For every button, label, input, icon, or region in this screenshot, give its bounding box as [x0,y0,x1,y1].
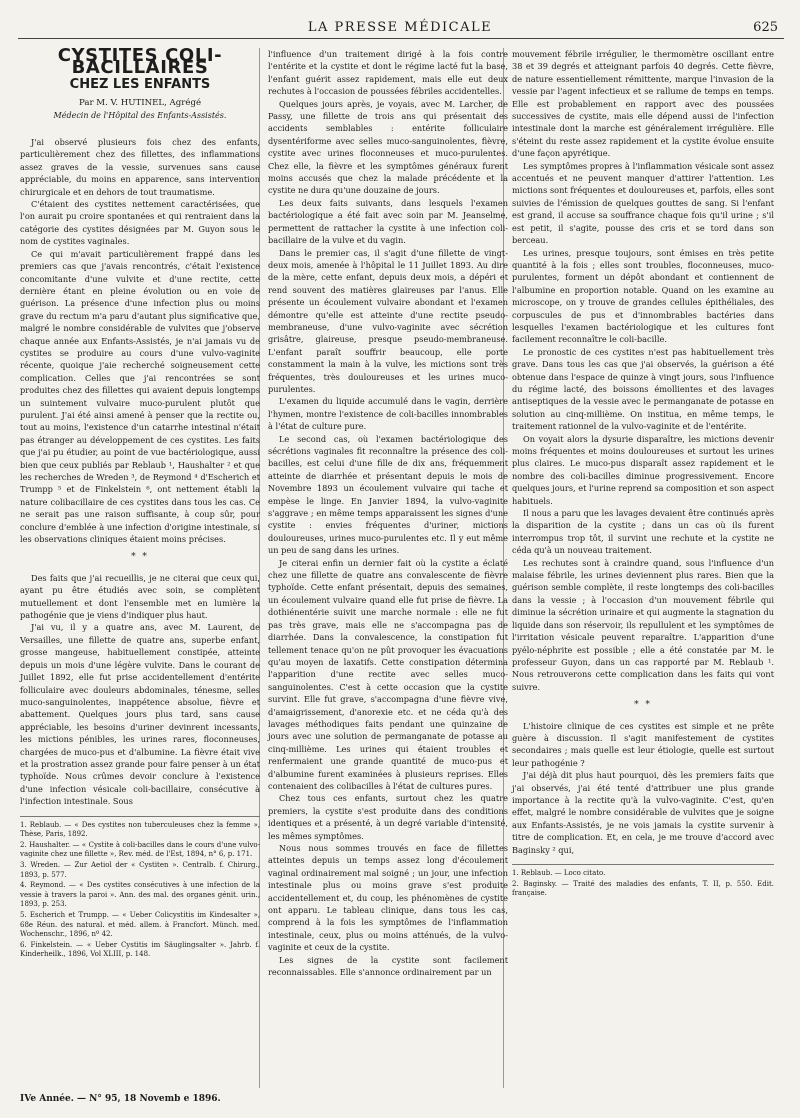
paragraph: Il nous a paru que les lavages devaient être continués après la disparition de la cystite ; dans un cas où ils furent interrompus trop tôt, il survint une rechute et la cystite ne céda qu'à un nouveau traitement. [512,508,774,556]
paragraph: Les symptômes propres à l'inflammation vésicale sont assez accentués et ne peuvent manquer d'attirer l'attention. Les mictions sont fréquentes et douloureuses et, parfois, elles sont suivies de l'émission de quelques gouttes de sang. Si l'enfant est grand, il accuse sa souffrance chaque fois qu'il urine ; s'il est petit, il s'agite, pousse des cris et se tord dans son berceau. [512,160,774,246]
author-byline: Par M. V. HUTINEL, Agrégé [78,98,202,109]
footnotes [512,864,774,899]
running-head [0,20,800,38]
paragraph: J'ai déjà dit plus haut pourquoi, dès les premiers faits que j'ai observés, j'ai été tenté d'attribuer une plus grande importance à la rectite qu'à la vulvo-vaginite. C'est, qu'en effet, malgré le nombre considérable de vulvites que je soigne aux Enfants-Assistés, je ne vois jamais la cystite survenir à titre de complication. Et, en cela, je me trouve d'accord avec Baginsky ² qui, [512,770,774,855]
paragraph: Les rechutes sont à craindre quand, sous l'influence d'un malaise fébrile, les urines deviennent plus rares. Bien que la guérison semble complète, il reste longtemps des coli-bacilles dans la vessie ; à l'occasion d'un mouvement fébrile qui diminue la sécrétion urinaire et qui augmente la stagnation du liquide dans son réservoir, ils repullulent et les symptômes de l'irritation vésicale peuvent reparaître. L'apparition d'une pyélo-néphrite est possible ; elle a été constatée par M. le professeur Guyon, dans un cas rapporté par M. Reblaub ¹. Nous retrouverons cette complication dans les faits qui vont suivre. [512,557,774,692]
issue-line: IVe Année. — N° 95, 18 Novemb e 1896. [20,1094,221,1104]
column-2 [268,48,508,978]
paragraph: Je citerai enfin un dernier fait où la cystite a éclaté chez une fillette de quatre ans convalescente de fièvre typhoïde. Cette enfant présentait, depuis des semaines, un écoulement vulvaire quand elle fut prise de fièvre. La dothiénentérie suivit une marche normale : elle ne fut pas très grave, mais elle ne s'accompagna pas de diarrhée. Dans la convalescence, la constipation fut tellement tenace qu'on ne pût provoquer les évacuations qu'au moyen de laxatifs. Cette constipation détermina l'apparition d'une rectite avec selles muco-sanguinolentes. C'est à cette occasion que la cystite survint. Elle fut grave, s'accompagna d'une fièvre vive, d'amaigrissement, d'anorexie etc. et ne céda qu'à des lavages méthodiques faits pendant une quinzaine de jours avec une solution de permanganate de potasse au cinq-millième. Les urines qui étaient troubles et renfermaient une grande quantité de muco-pus et d'albumine furent examinées à plusieurs reprises. Elles contenaient des colibacilles à l'état de cultures pures. [268,557,508,791]
paragraph: Des faits que j'ai recueillis, je ne citerai que ceux qui, ayant pu être étudiés avec soin, se complètent mutuellement et dont l'ensemble met en lumière la pathogénie que je viens d'indiquer plus haut. [20,572,260,621]
footnote: 1. Reblaub. — « Des cystites non tuberculeuses chez la femme », Thèse, Paris, 1892. [20,820,260,839]
footnote: 5. Escherich et Trumpp. — « Ueber Colicystitis im Kindesalter », 68e Réun. des natural. et méd. allem. à Francfort. Münch. med. Wochenschr., 1896, nº 42. [20,910,260,939]
section-separator: * * [131,552,149,563]
paragraph: J'ai vu, il y a quatre ans, avec M. Laurent, de Versailles, une fillette de quatre ans, superbe enfant, grosse mangeuse, habituellement constipée, atteinte depuis un mois d'une légère vulvite. Dans le courant de Juillet 1892, elle fut prise accidentellement d'entérite folliculaire avec douleurs abdominales, ténesme, selles muco-sanguinolentes, inappétence absolue, fièvre et abattement. Quelques jours plus tard, sans cause appréciable, les besoins d'uriner devinrent incessants, les mictions pénibles, les urines rares, floconneuses, chargées de muco-pus et d'albumine. La fièvre était vive et la prostration assez grande pour faire penser à un état typhoïde. Nous crûmes devoir conclure à l'existence d'une infection vésicale coli-bacillaire, consécutive à l'infection intestinale. Sous [20,622,260,807]
article-title: CYSTITES COLI-BACILLAIRES [57,45,223,79]
paragraph: Le pronostic de ces cystites n'est pas habituellement très grave. Dans tous les cas que j'ai observés, la guérison a été obtenue dans l'espace de quinze à vingt jours, sous l'influence du régime lacté, des boissons émollientes et des lavages antiseptiques de la vessie avec le permanganate de potasse en solution au cinq-millième. On institua, en même temps, le traitement rationnel de la vulvo-vaginite et de l'entérite. [512,346,774,432]
footnote: 1. Reblaub. — Loco citato. [512,869,606,877]
paragraph: J'ai observé plusieurs fois chez des enfants, particulièrement chez des fillettes, des inflammations assez graves de la vessie, survenues sans cause appréciable, du moins en apparence, sans intervention chirurgicale et en dehors de tout traumatisme. [20,137,260,197]
section-separator: * * [634,700,652,711]
paragraph: Chez tous ces enfants, surtout chez les quatre premiers, la cystite s'est produite dans des conditions identiques et a présenté, à un degré variable d'intensité, les mêmes symptômes. [268,793,508,841]
footnote: 2. Baginsky. — Traité des maladies des enfants, T. II, p. 550. Edit. française. [512,879,774,898]
journal-title: LA PRESSE MÉDICALE [307,20,493,35]
paragraph: l'influence d'un traitement dirigé à la fois contre l'entérite et la cystite et dont le régime lacté fut la base, l'enfant guérit assez rapidement, mais elle eut deux rechutes à l'occasion de poussées fébriles accidentelles. [268,49,508,97]
paragraph: L'examen du liquide accumulé dans le vagin, derrière l'hymen, montre l'existence de coli-bacilles innombrables à l'état de culture pure. [268,396,508,432]
paragraph: Les urines, presque toujours, sont émises en très petite quantité à la fois ; elles sont troubles, floconneuses, muco-purulentes, forment un dépôt abondant et contiennent de l'albumine en proportion notable. Quand on les examine au microscope, on y trouve de grandes cellules épithéliales, des corpuscules de pus et d'innombrables bactéries dans lesquelles l'examen bactériologique et les cultures font facilement reconnaître le coli-bacille. [512,247,774,345]
column-3 [512,48,774,900]
paragraph: Les deux faits suivants, dans lesquels l'examen bactériologique a été fait avec soin par M. Jeanselme, permettent de rattacher la cystite à une infection coli-bacillaire de la vulve et du vagin. [268,197,508,246]
footnote: 4. Reymond. — « Des cystites consécutives à une infection de la vessie à travers la paroi ». Ann. des mal. des organes génit. urin., 1893, p. 253. [20,881,260,909]
footnote: 3. Wreden. — Zur Aetiol der « Cystiten ». Centralb. f. Chirurg., 1893, p. 577. [20,860,260,879]
paragraph: Quelques jours après, je voyais, avec M. Larcher, de Passy, une fillette de trois ans qui présentait des accidents semblables : entérite folliculaire dysentériforme avec selles muco-sanguinolentes, fièvre, cystite avec urines floconneuses et muco-purulentes. Chez elle, la fièvre et les symptômes généraux furent moins accusés que chez la malade précédente et la cystite ne dura qu'une douzaine de jours. [268,98,508,196]
paragraph: On voyait alors la dysurie disparaître, les mictions devenir moins fréquentes et moins douloureuses et surtout les urines plus claires. Le muco-pus disparaît assez rapidement et le nombre des coli-bacilles diminue progressivement. Encore quelques jours, et l'urine reprend sa composition et son aspect habituels. [512,433,774,506]
column-1 [20,45,260,961]
paragraph: Nous nous sommes trouvés en face de fillettes atteintes depuis un temps assez long d'écoulement vaginal ordinairement mal soigné ; un jour, une infection intestinale plus ou moins grave s'est produite accidentellement et, du coup, les phénomènes de cystite ont apparu. Le tableau clinique, dans tous les cas, comprend à la fois les symptômes de l'inflammation intestinale, ceux, plus ou moins atténués, de la vulvo-vaginite et ceux de la cystite. [268,843,508,953]
footnote: 6. Finkelstein. — « Ueber Cystitis im Säuglingsalter ». Jahrb. f. Kinderheilk., 1896, Vol XLIII, p. 148. [20,940,260,959]
paragraph: mouvement fébrile irrégulier, le thermomètre oscillant entre 38 et 39 degrés et atteignant parfois 40 degrés. Cette fièvre, de nature essentiellement rémittente, marque l'invasion de la vessie par l'agent infectieux et se rallume de temps en temps. Elle est probablement en rapport avec des poussées successives de cystite, mais elle dépend aussi de l'infection intestinale dont la marche est généralement irrégulière. Elle s'éteint du reste assez rapidement et la cystite évolue ensuite d'une façon apyrétique. [512,49,774,159]
paragraph: Dans le premier cas, il s'agit d'une fillette de vingt-deux mois, amenée à l'hôpital le 11 Juillet 1893. Au dire de la mère, cette enfant, depuis deux mois, a dépéri et rend souvent des matières glaireuses par l'anus. Elle présente un écoulement vulvaire abondant et l'examen démontre qu'elle est atteinte d'une rectite pseudo-membraneuse, d'une vulvo-vaginite avec sécrétion grisâtre, glaireuse, presque pseudo-membraneuse. L'enfant paraît souffrir beaucoup, elle porte constamment la main à la vulve, les mictions sont très fréquentes, très douloureuses et les urines muco-purulentes. [268,247,508,394]
footnote: 2. Haushalter. — « Cystite à coli-bacilles dans le cours d'une vulvo-vaginite chez une fillette », Rev. méd. de l'Est, 1894, n° 6, p. 171. [20,840,260,859]
article-subtitle: CHEZ LES ENFANTS [69,76,211,92]
paragraph: Le second cas, où l'examen bactériologique des sécrétions vaginales fit reconnaître la présence des coli-bacilles, est celui d'une fille de dix ans, fréquemment atteinte de diarrhée et présentant depuis le mois de Novembre 1893 un écoulement vulvaire qui tache et empèse le linge. En Janvier 1894, la vulvo-vaginite s'aggrave ; en même temps apparaissent les signes d'une cystite : envies fréquentes d'uriner, mictions douloureuses, urines muco-purulentes etc. Il y eut même un peu de sang dans les urines. [268,433,508,556]
author-affiliation: Médecin de l'Hôpital des Enfants-Assistés. [53,110,227,120]
paragraph: Les signes de la cystite sont facilement reconnaissables. Elle s'annonce ordinairement par un [268,954,508,978]
paragraph: Ce qui m'avait particulièrement frappé dans les premiers cas que j'avais rencontrés, c'était l'existence concomitante d'une vulvite et d'une rectite, cette dernière étant en pleine évolution ou en voie de guérison. La présence d'une infection plus ou moins grave du rectum m'a paru d'autant plus significative que, malgré le nombre considérable de vulvites que j'observe chaque année aux Enfants-Assistés, je n'ai jamais vu de cystites se produire au cours d'une vulvo-vaginite récente, quoique j'aie recherché soigneusement cette complication. Celles que j'ai rencontrées se sont produites chez des fillettes qui avaient depuis longtemps un suintement vulvaire muco-purulent plutôt que purulent. J'ai été ainsi amené à penser que la rectite ou, tout au moins, l'existence d'un catarrhe intestinal n'était pas étranger au développement de ces cystites. Les faits que j'ai pu étudier, au point de vue bactériologique, aussi bien que ceux publiés par Reblaub ¹, Haushalter ² et que les recherches de Wreden ³, de Reymond ⁴ d'Escherich et Trumpp ⁵ et de Finkelstein ⁶, ont nettement établi la nature colibacillaire de ces cystites dans tous les cas. Ce ne serait pas une raison suffisante, à coup sûr, pour conclure d'emblée à une infection d'origine intestinale, si les observations cliniques étaient moins précises. [20,248,260,545]
paragraph: L'histoire clinique de ces cystites est simple et ne prête guère à discussion. Il s'agit manifestement de cystites secondaires ; mais quelle est leur étiologie, quelle est surtout leur pathogénie ? [512,720,774,768]
header-rule [18,38,784,39]
footnotes [20,816,260,960]
paragraph: C'étaient des cystites nettement caractérisées, que l'on aurait pu croire spontanées et qui rentraient dans la catégorie des cystites désignées par M. Guyon sous le nom de cystites vaginales. [20,199,260,247]
page-number: 625 [753,20,778,35]
